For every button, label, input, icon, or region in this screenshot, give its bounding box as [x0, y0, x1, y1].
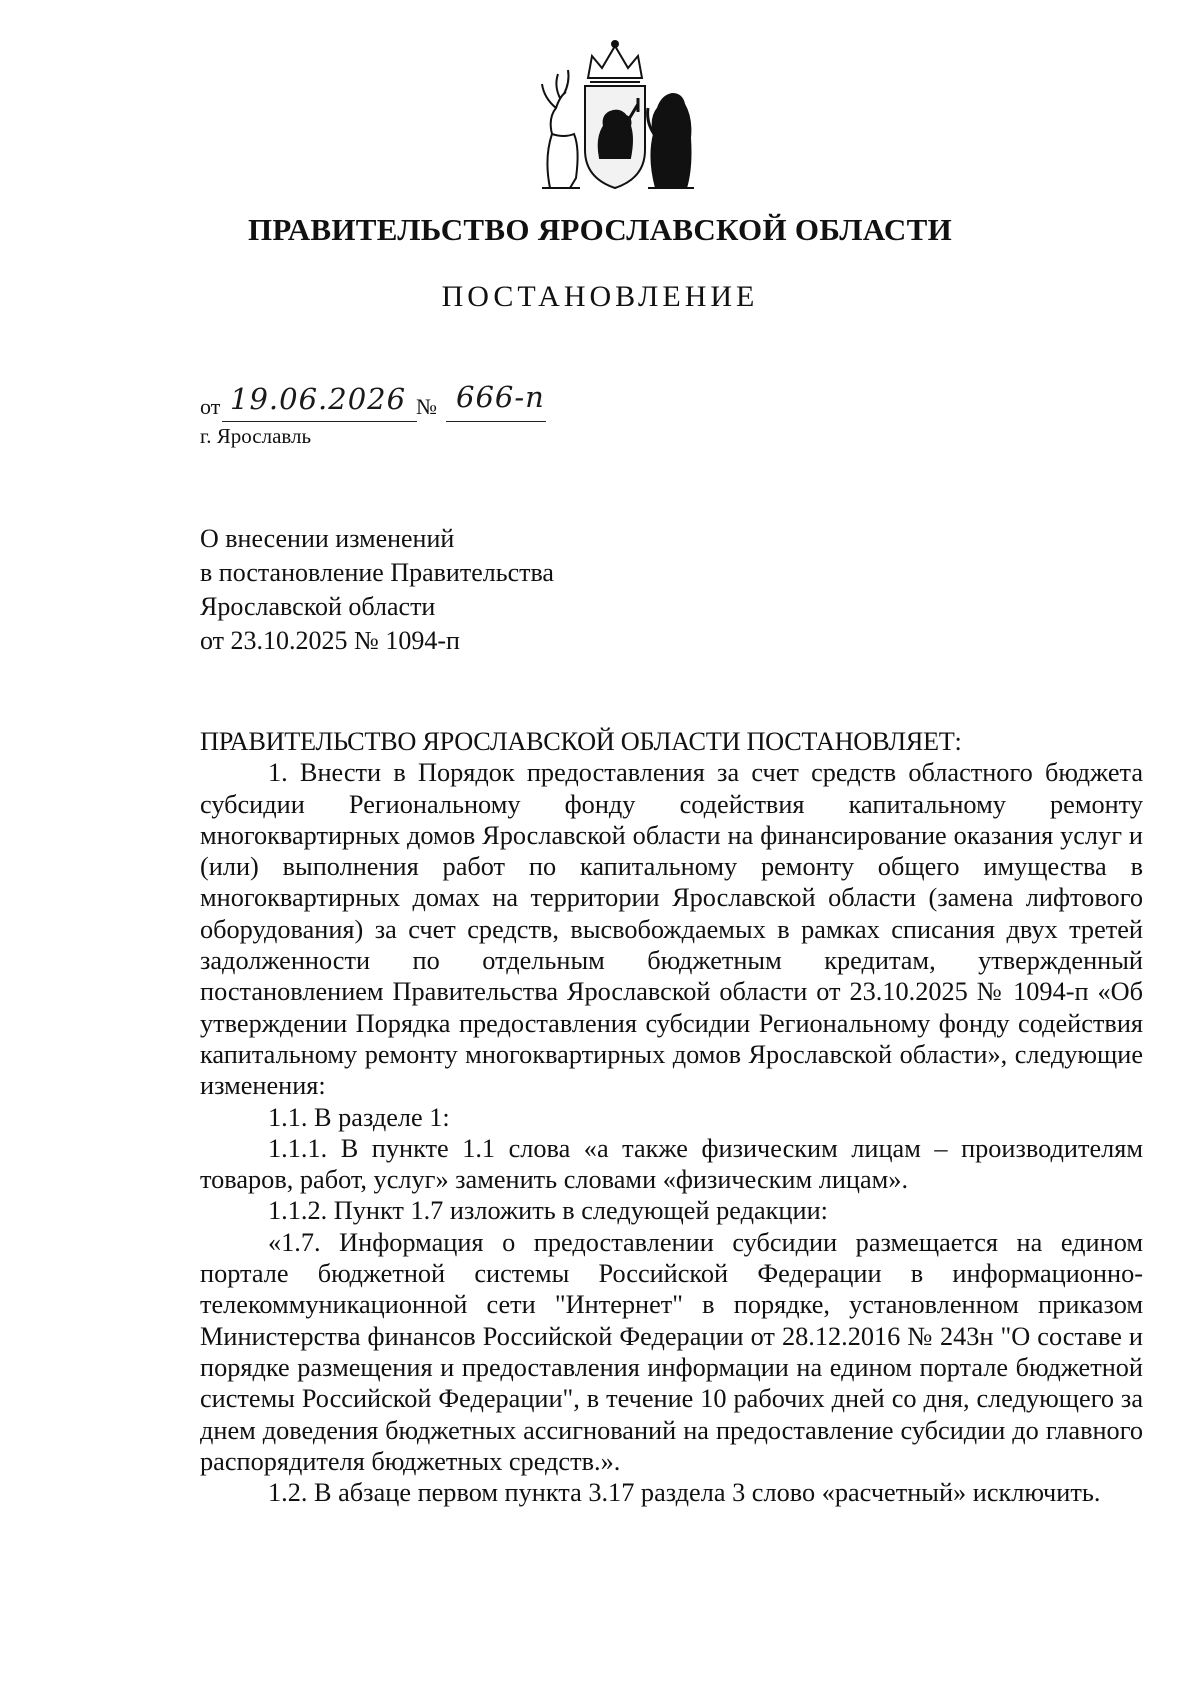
- number-underline: [446, 421, 546, 422]
- paragraph: 1.2. В абзаце первом пункта 3.17 раздела 3 слово «расчетный» исключить.: [268, 1478, 1101, 1508]
- date-underline: [222, 421, 417, 422]
- paragraph: 1.1.2. Пункт 1.7 изложить в следующей редакции:: [268, 1196, 828, 1226]
- document-type: ПОСТАНОВЛЕНИЕ: [441, 280, 759, 313]
- organization-title: ПРАВИТЕЛЬСТВО ЯРОСЛАВСКОЙ ОБЛАСТИ: [248, 212, 952, 247]
- paragraph: 1.1. В разделе 1:: [268, 1102, 450, 1132]
- handwritten-number: 666-п: [456, 380, 545, 414]
- subject-line: от 23.10.2025 № 1094-п: [200, 626, 460, 655]
- resolution-body: [200, 726, 1143, 1508]
- resolution-heading: ПРАВИТЕЛЬСТВО ЯРОСЛАВСКОЙ ОБЛАСТИ ПОСТАНОВЛЯЕТ:: [200, 727, 962, 756]
- paragraph: «1.7. Информация о предоставлении субсидии размещается на едином портале бюджетной системы Российской Федерации в информационно-телекоммуникационной сети "Интернет" в порядке, установленном приказом Министерства финансов Российской Федерации от 28.12.2016 № 243н "О составе и порядке размещения и предоставления информации на едином портале бюджетной системы Российской Федерации", в течение 10 рабочих дней со дня, следующего за днем доведения бюджетных ассигнований на предоставление субсидии до главного распорядителя бюджетных средств.».: [200, 1227, 1143, 1476]
- requisites-line: [200, 380, 620, 420]
- handwritten-date: 19.06.2026: [230, 382, 407, 416]
- paragraph: 1. Внести в Порядок предоставления за счет средств областного бюджета субсидии Региональному фонду содействия капитальному ремонту многоквартирных домов Ярославской области на финансирование оказания услуг и (или) выполнения работ по капитальному ремонту общего имущества в многоквартирных домах на территории Ярославской области (замена лифтового оборудования) за счет средств, высвобождаемых в рамках списания двух третей задолженности по отдельным бюджетным кредитам, утвержденный постановлением Правительства Ярославской области от 23.10.2025 № 1094-п «Об утверждении Порядка предоставления субсидии Региональному фонду содействия капитальному ремонту многоквартирных домов Ярославской области», следующие изменения:: [200, 758, 1143, 1101]
- document-subject: [200, 522, 554, 658]
- subject-line: в постановление Правительства: [200, 558, 554, 587]
- city-name: г. Ярославль: [200, 424, 312, 448]
- paragraph: 1.1.1. В пункте 1.1 слова «а также физическим лицам – производителям товаров, работ, услуг» заменить словами «физическим лицам».: [200, 1133, 1143, 1195]
- coat-of-arms-icon: [530, 38, 700, 198]
- date-prefix-label: от: [200, 394, 221, 419]
- subject-line: О внесении изменений: [200, 524, 455, 553]
- subject-line: Ярославской области: [200, 592, 436, 621]
- number-label: №: [416, 394, 437, 419]
